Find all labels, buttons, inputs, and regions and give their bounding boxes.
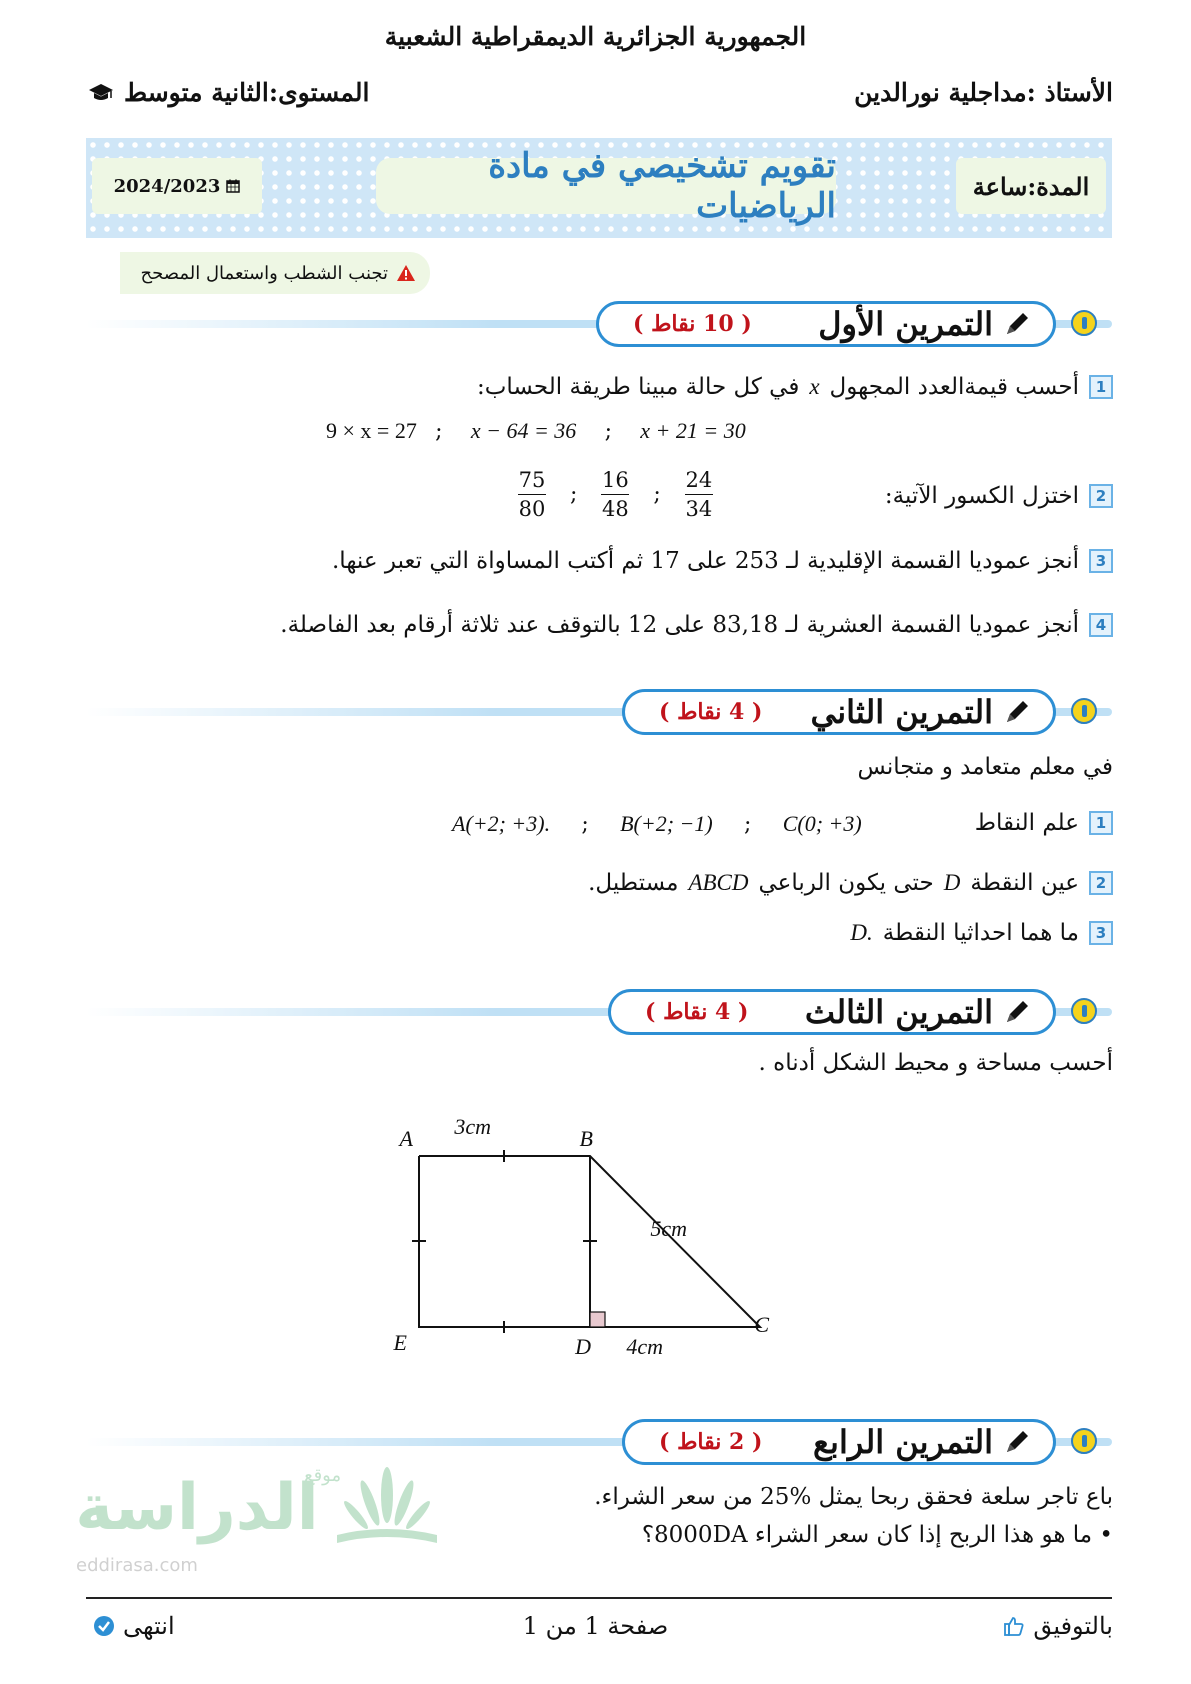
fraction: $\frac{16}{48}$ xyxy=(602,468,629,521)
label-a: A xyxy=(399,1126,413,1151)
ex4-title: التمرين الرابع xyxy=(813,1423,1031,1461)
ex1-points: ( 10 نقاط ) xyxy=(633,311,752,337)
ex3-text: أحسب مساحة و محيط الشكل أدناه . xyxy=(758,1050,1113,1076)
ex1-q2: 2 اختزل الكسور الآتية: xyxy=(885,483,1113,509)
ex4-line1: باع تاجر سلعة فحقق ربحا يمثل %25 من سعر الشراء. xyxy=(594,1484,1113,1510)
watermark-small: موقع xyxy=(304,1465,342,1486)
length-ab: 3cm xyxy=(454,1114,491,1139)
title-banner xyxy=(86,138,1112,238)
ex3-title: التمرين الثالث xyxy=(805,993,1031,1031)
duration-box xyxy=(956,158,1106,214)
ex1-q3: 3 أنجز عموديا القسمة الإقليدية لـ 253 على 17 ثم أكتب المساواة التي تعبر عنها. xyxy=(332,548,1113,574)
ex2-header xyxy=(622,689,1056,735)
ex3-points: ( 4 نقاط ) xyxy=(645,999,749,1025)
ex4-header xyxy=(622,1419,1056,1465)
right-angle-mark xyxy=(590,1312,605,1327)
level xyxy=(88,78,369,107)
footer-end: انتهى xyxy=(93,1612,175,1640)
pencil-icon xyxy=(1003,698,1031,726)
question-number: 1 xyxy=(1089,375,1113,399)
fraction: $\frac{75}{80}$ xyxy=(518,468,546,521)
graduation-cap-icon xyxy=(88,83,114,103)
info-bulb-icon xyxy=(1071,698,1097,724)
pencil-icon xyxy=(1003,310,1031,338)
level-text: المستوى:الثانية متوسط xyxy=(124,78,370,107)
ex2-points: ( 4 نقاط ) xyxy=(659,699,763,725)
trapezoid-figure xyxy=(395,1110,805,1360)
equation: x + 21 = 30 xyxy=(640,418,746,443)
ex1-title: التمرين الأول xyxy=(818,305,1031,343)
watermark-logo xyxy=(72,1465,452,1575)
watermark-brand: الدراسة xyxy=(75,1471,319,1545)
ex4-line2: • ما هو هذا الربح إذا كان سعر الشراء 8000DA؟ xyxy=(641,1522,1113,1548)
duration-text: المدة:ساعة xyxy=(972,171,1090,201)
ex1-header xyxy=(596,301,1056,347)
length-bc: 5cm xyxy=(650,1216,687,1241)
teacher-name: الأستاذ :مداجلية نورالدين xyxy=(854,78,1113,107)
question-number: 2 xyxy=(1089,484,1113,508)
equation: 9 × x = 27 xyxy=(326,418,417,443)
ex1-fractions: $\frac{75}{80}$ ; $\frac{16}{48}$ ; $\frac{24}{34}$ xyxy=(518,468,713,521)
ex2-title: التمرين الثاني xyxy=(811,693,1031,731)
ex1-q1: 1 أحسب قيمةالعدد المجهول x في كل حالة مبينا طريقة الحساب: xyxy=(477,374,1113,400)
ex2-intro: في معلم متعامد و متجانس xyxy=(857,754,1113,780)
warning-text: تجنب الشطب واستعمال المصحح xyxy=(140,262,388,284)
warning-icon xyxy=(396,264,416,282)
book-leaves-icon xyxy=(332,1465,442,1555)
length-dc: 4cm xyxy=(626,1334,663,1359)
fraction: $\frac{24}{34}$ xyxy=(685,468,713,521)
ex2-q3: 3 ما هما احداثيا النقطة D. xyxy=(850,920,1113,946)
question-number: 4 xyxy=(1089,613,1113,637)
calendar-icon xyxy=(226,179,240,193)
question-number: 2 xyxy=(1089,871,1113,895)
ex1-q4: 4 أنجز عموديا القسمة العشرية لـ 83,18 على 12 بالتوقف عند ثلاثة أرقام بعد الفاصلة. xyxy=(280,612,1113,638)
ex4-points: ( 2 نقاط ) xyxy=(659,1429,763,1455)
footer-page: صفحة 1 من 1 xyxy=(522,1612,669,1640)
school-year-box xyxy=(92,158,262,214)
label-c: C xyxy=(754,1312,769,1337)
school-year: 2024/2023 xyxy=(113,175,221,197)
pencil-icon xyxy=(1003,998,1031,1026)
check-circle-icon xyxy=(93,1615,115,1637)
question-number: 3 xyxy=(1089,549,1113,573)
ex2-points-list: A(+2; +3). ; B(+2; −1) ; C(0; +3) xyxy=(452,811,862,837)
exam-title xyxy=(376,146,836,226)
ex3-header xyxy=(608,989,1056,1035)
republic-title: الجمهورية الجزائرية الديمقراطية الشعبية xyxy=(384,22,807,51)
ex2-q2: 2 عين النقطة D حتى يكون الرباعي ABCD مستطيل. xyxy=(588,870,1113,896)
equation: x − 64 = 36 xyxy=(470,418,577,443)
ex2-q1: 1 علم النقاط xyxy=(975,810,1113,836)
ex1-equations: 9 × x = 27 ; x − 64 = 36 ; x + 21 = 30 xyxy=(326,418,746,444)
label-e: E xyxy=(393,1330,407,1355)
pencil-icon xyxy=(1003,1428,1031,1456)
label-b: B xyxy=(579,1126,593,1151)
footer-rule xyxy=(86,1597,1112,1599)
info-bulb-icon xyxy=(1071,310,1097,336)
info-bulb-icon xyxy=(1071,1428,1097,1454)
info-bulb-icon xyxy=(1071,998,1097,1024)
question-number: 3 xyxy=(1089,921,1113,945)
footer-good-luck: بالتوفيق xyxy=(1003,1612,1113,1640)
label-d: D xyxy=(575,1334,591,1359)
question-number: 1 xyxy=(1089,811,1113,835)
exam-title-text: تقويم تشخيصي في مادة الرياضيات xyxy=(488,146,836,226)
warning-note xyxy=(120,252,430,294)
watermark-site: eddirasa.com xyxy=(76,1555,198,1576)
